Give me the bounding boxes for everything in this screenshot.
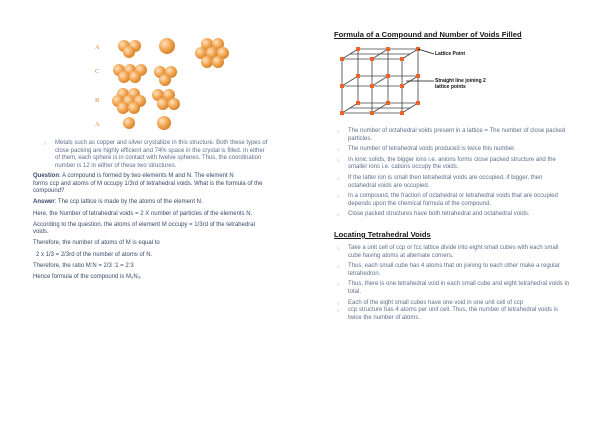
layer-label-a-top: A xyxy=(95,44,100,51)
sphere-stack-illustration xyxy=(33,30,268,134)
metals-bullet: ○ Metals such as copper and silver crystallize in this structure. Both these types of close packing are highly efficient and 74% space in the crystal is filled. In either of them, each sphere is in contact with twelve spheres. Thus, the coordination number is 12 in either of these two structures. xyxy=(41,140,268,170)
fraction-paragraph: 2 x 1/3 = 2/3rd of the number of atoms of N. xyxy=(36,251,153,258)
answer-paragraph xyxy=(33,199,268,206)
section-heading-tetrahedral: Locating Tetrahedral Voids xyxy=(334,229,431,239)
list-item: ○ Each of the eight small cubes have one void in one unit cell of ccp xyxy=(334,300,570,308)
lattice-point-label: Lattice Point xyxy=(435,51,466,57)
occupancy-paragraph: According to the question, the atoms of element M occupy = 1/3rd of the tetrahedral voids. xyxy=(33,221,255,236)
question-label: Question xyxy=(33,173,60,180)
straight-line-label-line-1: Straight line joining 2 xyxy=(435,78,486,84)
question-line-2: forms ccp and atoms of M occupy 1/3rd of tetrahedral voids. What is the formula of the compound? xyxy=(33,180,263,194)
atoms-of-m-paragraph: Therefore, the number of atoms of M is equal to xyxy=(33,240,160,247)
list-item: ○ Thus, each small cube has 4 atoms that on joining to each other make a regular tetrahedron. xyxy=(334,263,570,278)
list-item: ○ If the latter ion is small then tetrahedral voids are occupied, if bigger, then octahedral voids are occupied. xyxy=(334,175,570,190)
ratio-paragraph: Therefore, the ratio M:N = 2/3 :1 = 2:3 xyxy=(33,263,134,270)
list-item: ○ Thus, there is one tetrahedral void in each small cube and eight tetrahedral voids in total. xyxy=(334,281,570,296)
list-item: ○ In a compound, the fraction of octahedral or tetrahedral voids that are occupied depends upon the chemical formula of the compound. xyxy=(334,193,570,208)
answer-label: Answer xyxy=(33,199,55,206)
list-item: ○ Close packed structures have both tetrahedral and octahedral voids. xyxy=(334,211,570,219)
list-item: ○ The number of octahedral voids present in a lattice = The number of close packed particles. xyxy=(334,128,570,143)
formula-paragraph: Hence formula of the compound is M₂N₃. xyxy=(33,274,142,281)
layer-label-b: B xyxy=(95,97,100,104)
tetrahedral-voids-paragraph: Here, the Number of tetrahedral voids = 2 X number of particles of the elements N. xyxy=(33,210,253,217)
layer-stack-left xyxy=(112,40,147,129)
layer-label-c: C xyxy=(95,68,100,75)
list-item: ○ In ionic solids, the bigger ions i.e. anions forms close packed structure and the smaller ions i.e. cations occupy the voids. xyxy=(334,157,570,172)
layer-label-a-bottom: A xyxy=(95,121,100,128)
right-column xyxy=(334,30,570,325)
straight-line-label-line-2: lattice points xyxy=(435,84,466,90)
question-line-1: : A compound is formed by two elements M and N. The element N xyxy=(59,173,234,180)
tetrahedral-bullet-list xyxy=(334,245,570,322)
list-item: ○ Take a unit cell of ccp or fcc lattice divide into eight small cubes with each small cube having atoms at alternate corners. xyxy=(334,245,570,260)
section-heading-formula: Formula of a Compound and Number of Voids Filled xyxy=(334,30,522,39)
question-paragraph xyxy=(33,173,268,195)
left-column xyxy=(33,30,268,286)
lattice-figure xyxy=(334,45,570,120)
voids-bullet-list xyxy=(334,128,570,219)
answer-text: : The ccp lattice is made by the atoms of the element N. xyxy=(54,199,203,206)
sphere-cluster-right xyxy=(152,38,229,130)
close-packing-figure xyxy=(33,30,268,130)
straight-line-label xyxy=(435,78,486,90)
list-item: ○ The number of tetrahedral voids produced is twice this number. xyxy=(334,146,570,154)
list-item: ○ ccp structure has 4 atoms per unit cell. Thus, the number of tetrahedral voids is twice the number of atoms. xyxy=(334,307,570,322)
